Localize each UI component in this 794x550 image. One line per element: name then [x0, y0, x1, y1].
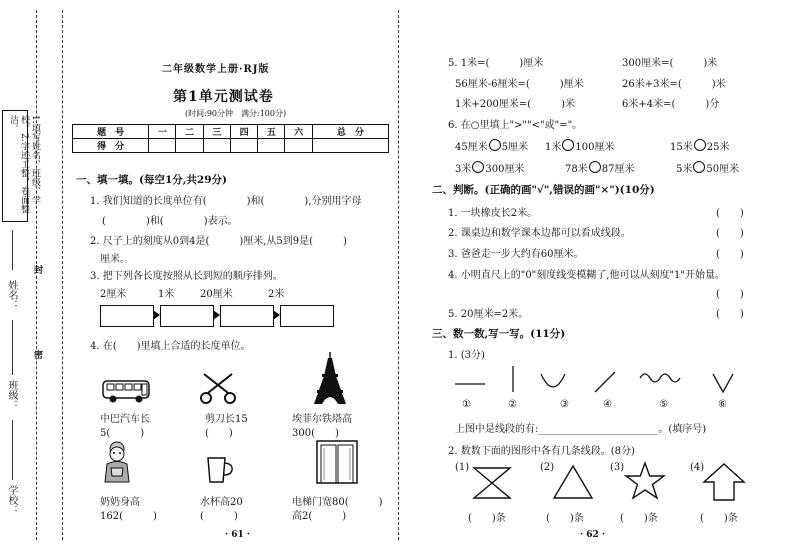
order-box-1[interactable] — [100, 305, 154, 327]
school-write-line[interactable] — [12, 420, 13, 480]
judge-answer-5[interactable]: ( ) — [716, 309, 744, 320]
score-cell[interactable] — [230, 139, 257, 153]
figure-marker: ② — [508, 399, 517, 410]
line-figures — [455, 366, 765, 396]
order-arrow-icon — [273, 310, 280, 320]
q5-row3-b: 6米+4米=( )分 — [622, 99, 720, 110]
compare-item — [565, 160, 634, 175]
figure-marker: ③ — [560, 399, 569, 410]
score-header: 总 分 — [312, 125, 388, 139]
figure-6-angle — [713, 374, 733, 392]
seal-mark-2: 密 — [32, 350, 42, 359]
q2-line1: 2. 尺子上的刻度从0到4是( )厘米,从5到9是( ) — [90, 236, 347, 247]
elevator-icon — [316, 440, 358, 484]
score-cell[interactable] — [258, 139, 285, 153]
judge-item-4: 4. 小明直尺上的"0"刻度线变模糊了,他可以从刻度"1"开始量。 — [448, 270, 726, 281]
compare-item — [455, 138, 528, 153]
order-arrow-icon — [213, 310, 220, 320]
score-cell[interactable] — [312, 139, 388, 153]
score-header: 三 — [203, 125, 230, 139]
compare-item — [455, 160, 524, 175]
shape-answer[interactable]: ( )条 — [620, 513, 658, 524]
item-label: 奶奶身高 — [100, 497, 140, 508]
page-subtitle: 二年级数学上册·RJ版 — [162, 64, 270, 75]
order-box-4[interactable] — [280, 305, 334, 327]
compare-left: 1米 — [545, 142, 562, 153]
score-row — [73, 139, 389, 153]
q6-text: 6. 在○里填上">""<"或"="。 — [448, 120, 583, 131]
compare-left: 5米 — [676, 164, 693, 175]
score-header: 二 — [176, 125, 203, 139]
q1-line1: 1. 我们知道的长度单位有( )和( ),分别用字母 — [90, 196, 362, 207]
compare-left: 78米 — [565, 164, 588, 175]
judge-answer-3[interactable]: ( ) — [716, 249, 744, 260]
q5-row3-a: 1米+200厘米=( )米 — [455, 99, 576, 110]
shape-number: (1) — [455, 462, 470, 473]
score-table — [72, 124, 389, 153]
q2-line2: 厘米。 — [100, 254, 130, 265]
judge-item-5: 5. 20厘米=2米。 — [448, 309, 529, 320]
item-value: 300( ) — [292, 428, 339, 439]
score-cell[interactable] — [176, 139, 203, 153]
order-arrow-icon — [153, 310, 160, 320]
arrow-shape — [702, 462, 746, 502]
order-box-2[interactable] — [160, 305, 214, 327]
compare-right: 50厘米 — [706, 164, 740, 175]
item-value: 高2( ) — [292, 511, 347, 522]
figure-marker: ⑤ — [659, 399, 668, 410]
s3-q1-text: 1. (3分) — [448, 350, 485, 361]
seal-mark-1: 封 — [32, 265, 42, 274]
shape-number: (3) — [610, 462, 625, 473]
s3-q2-text: 2. 数数下面的图形中各有几条线段。(8分) — [448, 446, 635, 457]
score-header: 六 — [285, 125, 312, 139]
score-cell[interactable] — [285, 139, 312, 153]
judge-answer-4[interactable]: ( ) — [716, 289, 744, 300]
page-title: 第1单元测试卷 — [173, 89, 274, 105]
star-shape — [625, 462, 665, 500]
item-label: 中巴汽车长 — [100, 414, 150, 425]
item-value: ( ) — [205, 428, 233, 439]
compare-circle[interactable] — [693, 161, 705, 173]
score-header: 四 — [230, 125, 257, 139]
figure-marker: ⑥ — [718, 399, 727, 410]
compare-right: 5厘米 — [501, 142, 529, 153]
time-info: (时间:90分钟 满分:100分) — [185, 109, 287, 118]
q5-row1-b: 300厘米=( )米 — [622, 58, 718, 69]
shape-answer[interactable]: ( )条 — [546, 513, 584, 524]
length-item: 1米 — [158, 289, 175, 300]
compare-circle[interactable] — [589, 161, 601, 173]
notice-text: 1.填写姓名、班级、学校。2.字迹工整，卷面整洁。 — [8, 115, 40, 214]
cup-icon — [205, 455, 235, 485]
compare-circle[interactable] — [489, 139, 501, 151]
length-item: 2米 — [268, 289, 285, 300]
score-row-label: 得 分 — [73, 139, 149, 153]
score-header: 一 — [149, 125, 176, 139]
item-value: ( ) — [200, 511, 238, 522]
item-value: 5( ) — [100, 428, 145, 439]
judge-item-2: 2. 课桌边和数学课本边都可以看成线段。 — [448, 228, 631, 239]
shape-number: (2) — [540, 462, 555, 473]
item-label: 埃菲尔铁塔高 — [292, 414, 352, 425]
score-header: 题 号 — [73, 125, 149, 139]
compare-circle[interactable] — [562, 139, 574, 151]
compare-item — [676, 160, 739, 175]
length-item: 20厘米 — [200, 289, 233, 300]
compare-item — [545, 138, 614, 153]
cut-line — [36, 10, 37, 540]
score-cell[interactable] — [149, 139, 176, 153]
binding-margin — [0, 0, 70, 550]
scissors-icon — [200, 372, 236, 404]
s3-q1-answer[interactable]: 上图中是线段的有:________________________。(填序号) — [455, 424, 707, 435]
compare-right: 25米 — [706, 142, 730, 153]
judge-answer-1[interactable]: ( ) — [716, 208, 744, 219]
item-label: 水杯高20 — [200, 497, 243, 508]
page-divider — [398, 10, 399, 540]
compare-circle[interactable] — [694, 139, 706, 151]
q3-text: 3. 把下列各长度按照从长到短的顺序排列。 — [90, 271, 283, 282]
judge-item-1: 1. 一块橡皮长2米。 — [448, 208, 538, 219]
length-item: 2厘米 — [100, 289, 127, 300]
page-number-left: · 61 · — [225, 530, 251, 540]
item-value: 162( ) — [100, 511, 157, 522]
judge-item-3: 3. 爸爸走一步大约有60厘米。 — [448, 249, 584, 260]
figure-marker: ① — [462, 399, 471, 410]
compare-right: 87厘米 — [601, 164, 635, 175]
figure-3-curve — [541, 374, 565, 387]
judge-answer-2[interactable]: ( ) — [716, 228, 744, 239]
shape-number: (4) — [690, 462, 705, 473]
class-write-line[interactable] — [12, 320, 13, 375]
section-2-heading: 二、判断。(正确的画"√",错误的画"×")(10分) — [432, 184, 655, 196]
compare-circle[interactable] — [472, 161, 484, 173]
score-header-row — [73, 125, 389, 139]
shape-answer[interactable]: ( )条 — [468, 513, 506, 524]
score-header: 五 — [258, 125, 285, 139]
notice-box — [2, 110, 40, 222]
item-label: 电梯门宽80( ) — [292, 497, 383, 508]
item-label: 剪刀长15 — [205, 414, 248, 425]
name-label: 姓名： — [6, 280, 17, 310]
q5-row2-b: 26米+3米=( )米 — [622, 79, 726, 90]
triangle-shape — [552, 464, 594, 500]
school-label: 学校： — [6, 485, 17, 515]
section-3-heading: 三、数一数,写一写。(11分) — [432, 328, 566, 340]
q5-row1-a: 5. 1米=( )厘米 — [448, 58, 544, 69]
name-write-line[interactable] — [12, 230, 13, 270]
hourglass-shape — [472, 466, 512, 500]
page-number-right: · 62 · — [580, 530, 606, 540]
class-label: 班级： — [6, 380, 17, 410]
compare-left: 3米 — [455, 164, 472, 175]
q5-row2-a: 56厘米-6厘米=( )厘米 — [455, 79, 584, 90]
compare-right: 100厘米 — [575, 142, 615, 153]
q4-text: 4. 在( )里填上合适的长度单位。 — [90, 341, 251, 352]
section-1-heading: 一、填一填。(每空1分,共29分) — [76, 174, 228, 186]
bus-icon — [102, 378, 152, 404]
score-cell[interactable] — [203, 139, 230, 153]
compare-left: 15米 — [670, 142, 693, 153]
compare-left: 45厘米 — [455, 142, 488, 153]
compare-right: 300厘米 — [485, 164, 525, 175]
figure-5-wave — [640, 374, 680, 382]
shape-answer[interactable]: ( )条 — [700, 513, 738, 524]
figure-4-line — [595, 372, 615, 392]
order-box-3[interactable] — [220, 305, 274, 327]
figure-marker: ④ — [603, 399, 612, 410]
margin-line — [62, 10, 63, 540]
q1-line2: ( )和( )表示。 — [102, 216, 238, 227]
eiffel-tower-icon — [312, 352, 348, 406]
compare-item — [670, 138, 729, 153]
grandma-icon — [100, 440, 134, 484]
